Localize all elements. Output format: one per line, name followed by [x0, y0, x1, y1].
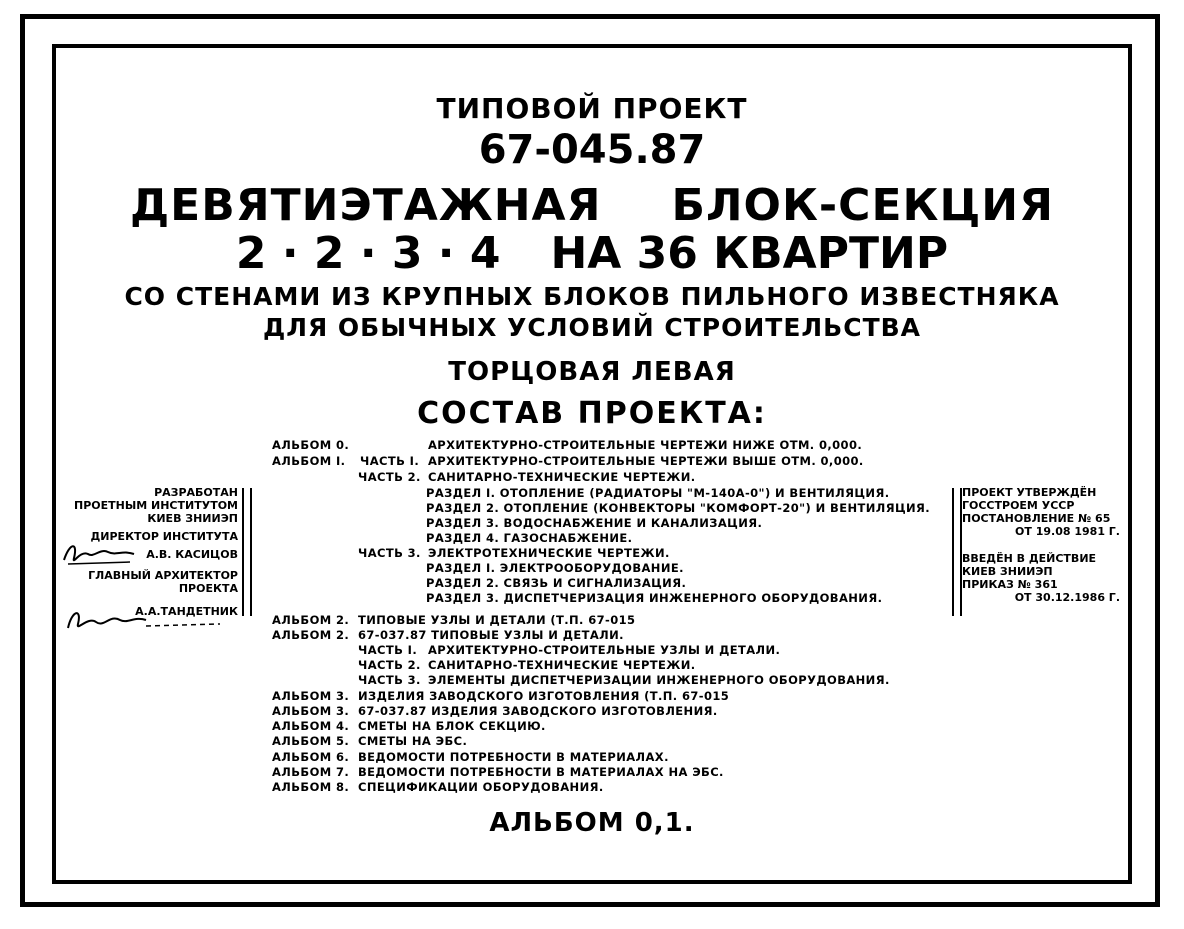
- double-rule: [952, 488, 962, 616]
- list-item: ИЗДЕЛИЯ ЗАВОДСКОГО ИЗГОТОВЛЕНИЯ (Т.П. 67-015: [358, 689, 730, 703]
- title-line-7: ТОРЦОВАЯ ЛЕВАЯ: [448, 357, 736, 387]
- enactment-line: ПРИКАЗ № 361: [962, 578, 1058, 591]
- approval-line: ПОСТАНОВЛЕНИЕ № 65: [962, 512, 1111, 525]
- project-number: 67-045.87: [478, 127, 706, 173]
- part-label: ЧАСТЬ 3.: [358, 673, 421, 687]
- album-label: АЛЬБОМ 3.: [272, 704, 350, 718]
- list-item: ЭЛЕМЕНТЫ ДИСПЕТЧЕРИЗАЦИИ ИНЖЕНЕРНОГО ОБОРУДОВАНИЯ.: [428, 673, 890, 687]
- director-title: ДИРЕКТОР ИНСТИТУТА: [90, 530, 238, 543]
- director-name: А.В. КАСИЦОВ: [146, 548, 238, 561]
- album-label: АЛЬБОМ 5.: [272, 734, 350, 748]
- album-label: АЛЬБОМ 7.: [272, 765, 350, 779]
- title-line-1: ТИПОВОЙ ПРОЕКТ: [436, 92, 748, 125]
- list-item: САНИТАРНО-ТЕХНИЧЕСКИЕ ЧЕРТЕЖИ.: [428, 658, 696, 672]
- developer-line: ПРОЕТНЫМ ИНСТИТУТОМ: [74, 499, 238, 512]
- album-footer: АЛЬБОМ 0,1.: [489, 808, 695, 838]
- list-item: СМЕТЫ НА ЭБС.: [358, 734, 468, 748]
- list-item: РАЗДЕЛ I. ЭЛЕКТРООБОРУДОВАНИЕ.: [426, 561, 684, 575]
- title-line-4b: НА 36 КВАРТИР: [550, 228, 949, 279]
- approval-line: ПРОЕКТ УТВЕРЖДЁН: [962, 486, 1097, 499]
- title-line-5: СО СТЕНАМИ ИЗ КРУПНЫХ БЛОКОВ ПИЛЬНОГО ИЗВЕСТНЯКА: [124, 282, 1060, 311]
- enactment-date: ОТ 30.12.1986 Г.: [1014, 591, 1120, 604]
- part-label: ЧАСТЬ I.: [360, 454, 420, 468]
- album-label: АЛЬБОМ 2.: [272, 613, 350, 627]
- enactment-line: КИЕВ ЗНИИЭП: [962, 565, 1053, 578]
- list-item: ВЕДОМОСТИ ПОТРЕБНОСТИ В МАТЕРИАЛАХ.: [358, 750, 669, 764]
- chief-architect-title-2: ПРОЕКТА: [178, 582, 238, 595]
- part-label: ЧАСТЬ 2.: [358, 658, 421, 672]
- director-signature: [60, 536, 140, 570]
- list-item: РАЗДЕЛ I. ОТОПЛЕНИЕ (РАДИАТОРЫ "М-140А-0") И ВЕНТИЛЯЦИЯ.: [426, 486, 890, 500]
- list-item: ТИПОВЫЕ УЗЛЫ И ДЕТАЛИ (Т.П. 67-015: [358, 613, 636, 627]
- title-line-6: ДЛЯ ОБЫЧНЫХ УСЛОВИЙ СТРОИТЕЛЬСТВА: [262, 313, 922, 342]
- album-label: АЛЬБОМ 2.: [272, 628, 350, 642]
- list-item: АРХИТЕКТУРНО-СТРОИТЕЛЬНЫЕ УЗЛЫ И ДЕТАЛИ.: [428, 643, 781, 657]
- list-item: АРХИТЕКТУРНО-СТРОИТЕЛЬНЫЕ ЧЕРТЕЖИ ВЫШЕ ОТМ. 0,000.: [428, 454, 864, 468]
- album-label: АЛЬБОМ 3.: [272, 689, 350, 703]
- list-item: АРХИТЕКТУРНО-СТРОИТЕЛЬНЫЕ ЧЕРТЕЖИ НИЖЕ ОТМ. 0,000.: [428, 438, 863, 452]
- chief-architect-name: А.А.ТАНДЕТНИК: [135, 605, 238, 618]
- part-label: ЧАСТЬ 2.: [358, 470, 421, 484]
- enactment-line: ВВЕДЁН В ДЕЙСТВИЕ: [962, 552, 1097, 565]
- double-rule: [242, 488, 252, 616]
- list-item: 67-037.87 ТИПОВЫЕ УЗЛЫ И ДЕТАЛИ.: [358, 628, 624, 642]
- approval-line: ГОССТРОЕМ УССР: [962, 499, 1075, 512]
- album-label: АЛЬБОМ 0.: [272, 438, 350, 452]
- album-label: АЛЬБОМ 8.: [272, 780, 350, 794]
- list-item: ЭЛЕКТРОТЕХНИЧЕСКИЕ ЧЕРТЕЖИ.: [428, 546, 670, 560]
- chief-architect-title: ГЛАВНЫЙ АРХИТЕКТОР: [88, 569, 238, 582]
- developer-line: РАЗРАБОТАН: [154, 486, 238, 499]
- list-item: РАЗДЕЛ 3. ВОДОСНАБЖЕНИЕ И КАНАЛИЗАЦИЯ.: [426, 516, 763, 530]
- album-label: АЛЬБОМ 4.: [272, 719, 350, 733]
- developer-line: КИЕВ ЗНИИЭП: [147, 512, 238, 525]
- approval-date: ОТ 19.08 1981 Г.: [1015, 525, 1120, 538]
- part-label: ЧАСТЬ 3.: [358, 546, 421, 560]
- architect-signature: [62, 602, 222, 636]
- title-line-3b: БЛОК-СЕКЦИЯ: [671, 180, 1055, 231]
- part-label: ЧАСТЬ I.: [358, 643, 418, 657]
- list-item: РАЗДЕЛ 2. ОТОПЛЕНИЕ (КОНВЕКТОРЫ "КОМФОРТ-20") И ВЕНТИЛЯЦИЯ.: [426, 501, 931, 515]
- list-item: РАЗДЕЛ 4. ГАЗОСНАБЖЕНИЕ.: [426, 531, 633, 545]
- approval-block: [962, 486, 1122, 604]
- list-item: САНИТАРНО-ТЕХНИЧЕСКИЕ ЧЕРТЕЖИ.: [428, 470, 696, 484]
- album-label: АЛЬБОМ I.: [272, 454, 346, 468]
- list-item: 67-037.87 ИЗДЕЛИЯ ЗАВОДСКОГО ИЗГОТОВЛЕНИЯ.: [358, 704, 718, 718]
- list-item: РАЗДЕЛ 2. СВЯЗЬ И СИГНАЛИЗАЦИЯ.: [426, 576, 687, 590]
- title-line-3a: ДЕВЯТИЭТАЖНАЯ: [129, 180, 602, 231]
- album-label: АЛЬБОМ 6.: [272, 750, 350, 764]
- list-item: ВЕДОМОСТИ ПОТРЕБНОСТИ В МАТЕРИАЛАХ НА ЭБС.: [358, 765, 724, 779]
- list-item: СМЕТЫ НА БЛОК СЕКЦИЮ.: [358, 719, 546, 733]
- list-item: СПЕЦИФИКАЦИИ ОБОРУДОВАНИЯ.: [358, 780, 604, 794]
- section-heading: СОСТАВ ПРОЕКТА:: [417, 396, 767, 431]
- title-line-4a: 2 · 2 · 3 · 4: [235, 228, 501, 279]
- list-item: РАЗДЕЛ 3. ДИСПЕТЧЕРИЗАЦИЯ ИНЖЕНЕРНОГО ОБОРУДОВАНИЯ.: [426, 591, 883, 605]
